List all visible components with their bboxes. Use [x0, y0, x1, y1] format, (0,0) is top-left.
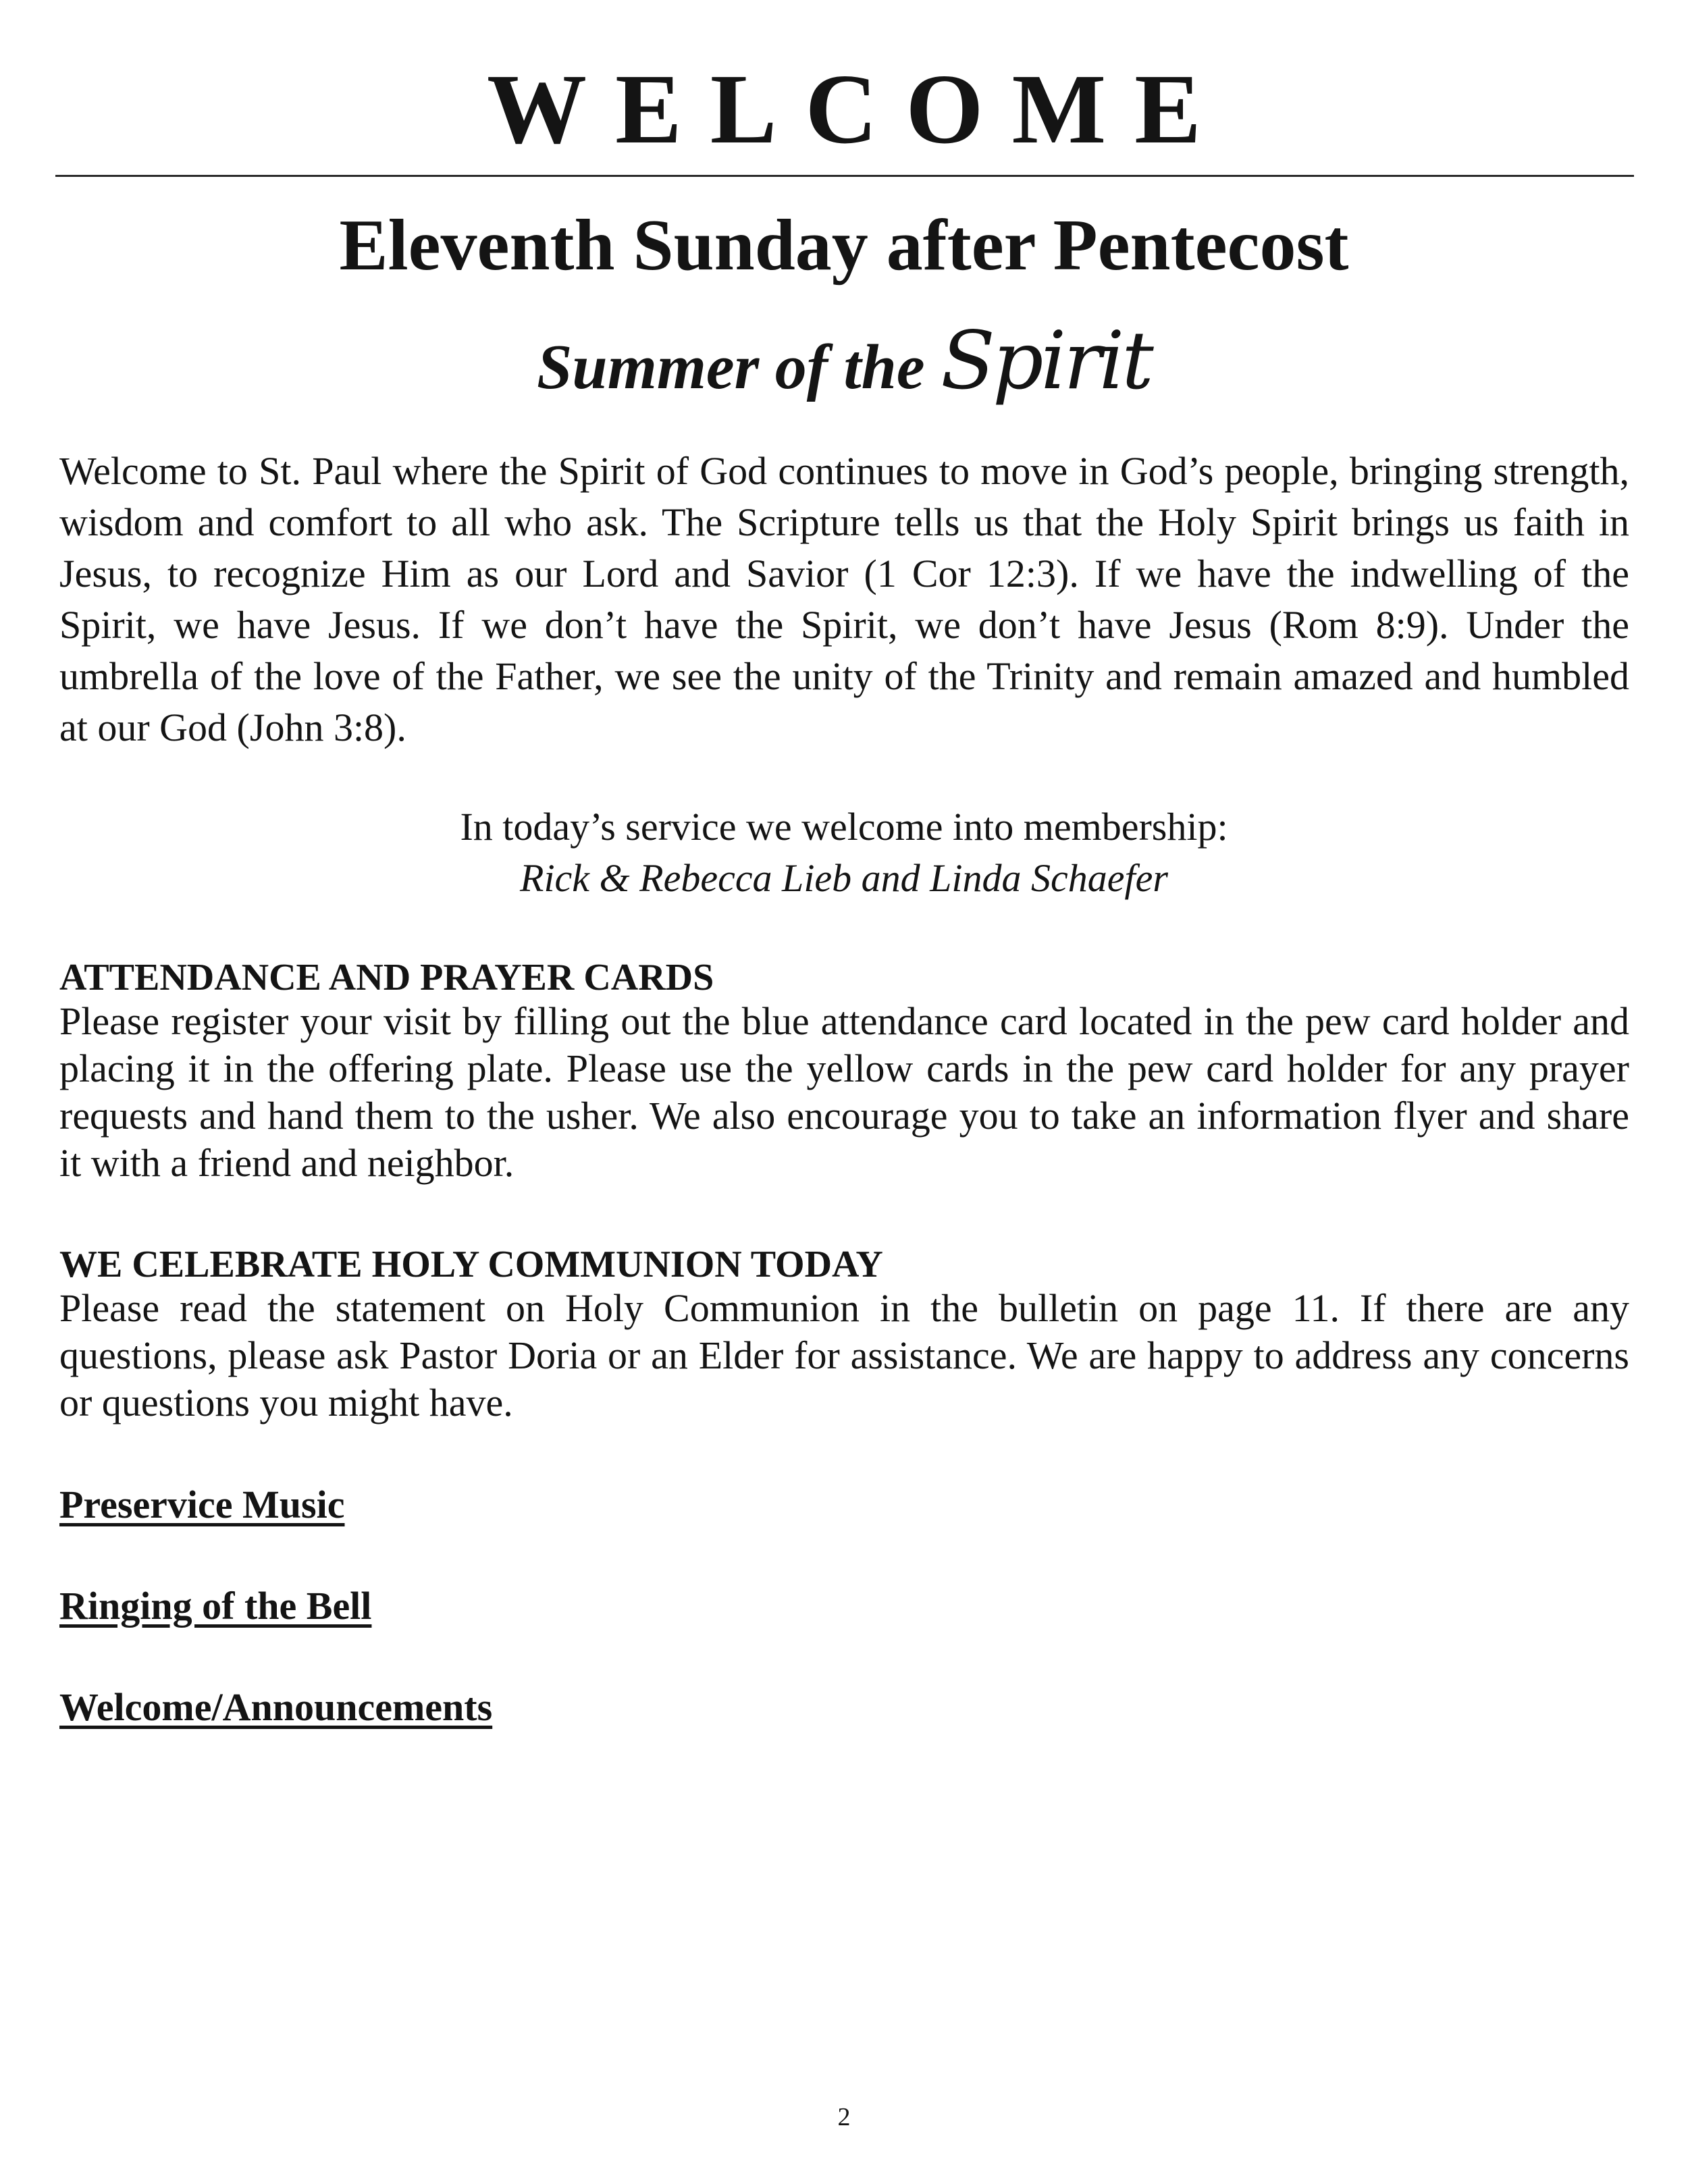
service-subtitle: Eleventh Sunday after Pentecost [339, 205, 1349, 286]
preservice-music-heading: Preservice Music [59, 1483, 345, 1526]
tagline [0, 314, 1688, 407]
new-members-names: Rick & Rebecca Lieb and Linda Schaefer [520, 856, 1168, 900]
intro-paragraph: Welcome to St. Paul where the Spirit of God continues to move in God’s people, bringing strength, wisdom and comfort to all who ask. The Scripture tells us that the Holy Spirit brings us faith in Jesus, to recognize Him as our Lord and Savior (1 Cor 12:3). If we have the indwelling of the Spirit, we have Jesus. If we don’t have the Spirit, we don’t have Jesus (Rom 8:9). Under the umbrella of the love of the Father, we see the unity of the Trinity and remain amazed and humbled at our God (John 3:8). [59, 449, 1629, 749]
attendance-paragraph: Please register your visit by filling out the blue attendance card located in the pew card holder and placing it in the offering plate. Please use the yellow cards in the pew card holder for any prayer requests and hand them to the usher. We also encourage you to take an information flyer and share it with a friend and neighbor. [59, 999, 1629, 1185]
welcome-announcements-heading: Welcome/Announcements [59, 1685, 493, 1729]
page-title: WELCOME [487, 54, 1230, 165]
ringing-of-bell-heading: Ringing of the Bell [59, 1584, 372, 1628]
membership-line: In today’s service we welcome into membership: [460, 805, 1228, 849]
tagline-prefix: Summer of the [537, 332, 925, 402]
communion-paragraph: Please read the statement on Holy Communion in the bulletin on page 11. If there are any questions, please ask Pastor Doria or an Elder for assistance. We are happy to address any concerns or questions you might have. [59, 1286, 1629, 1424]
communion-heading: WE CELEBRATE HOLY COMMUNION TODAY [59, 1244, 883, 1285]
tagline-script-word: Spirit [941, 314, 1151, 407]
attendance-heading: ATTENDANCE AND PRAYER CARDS [59, 957, 714, 998]
title-divider [55, 175, 1634, 177]
page-number: 2 [837, 2103, 851, 2131]
